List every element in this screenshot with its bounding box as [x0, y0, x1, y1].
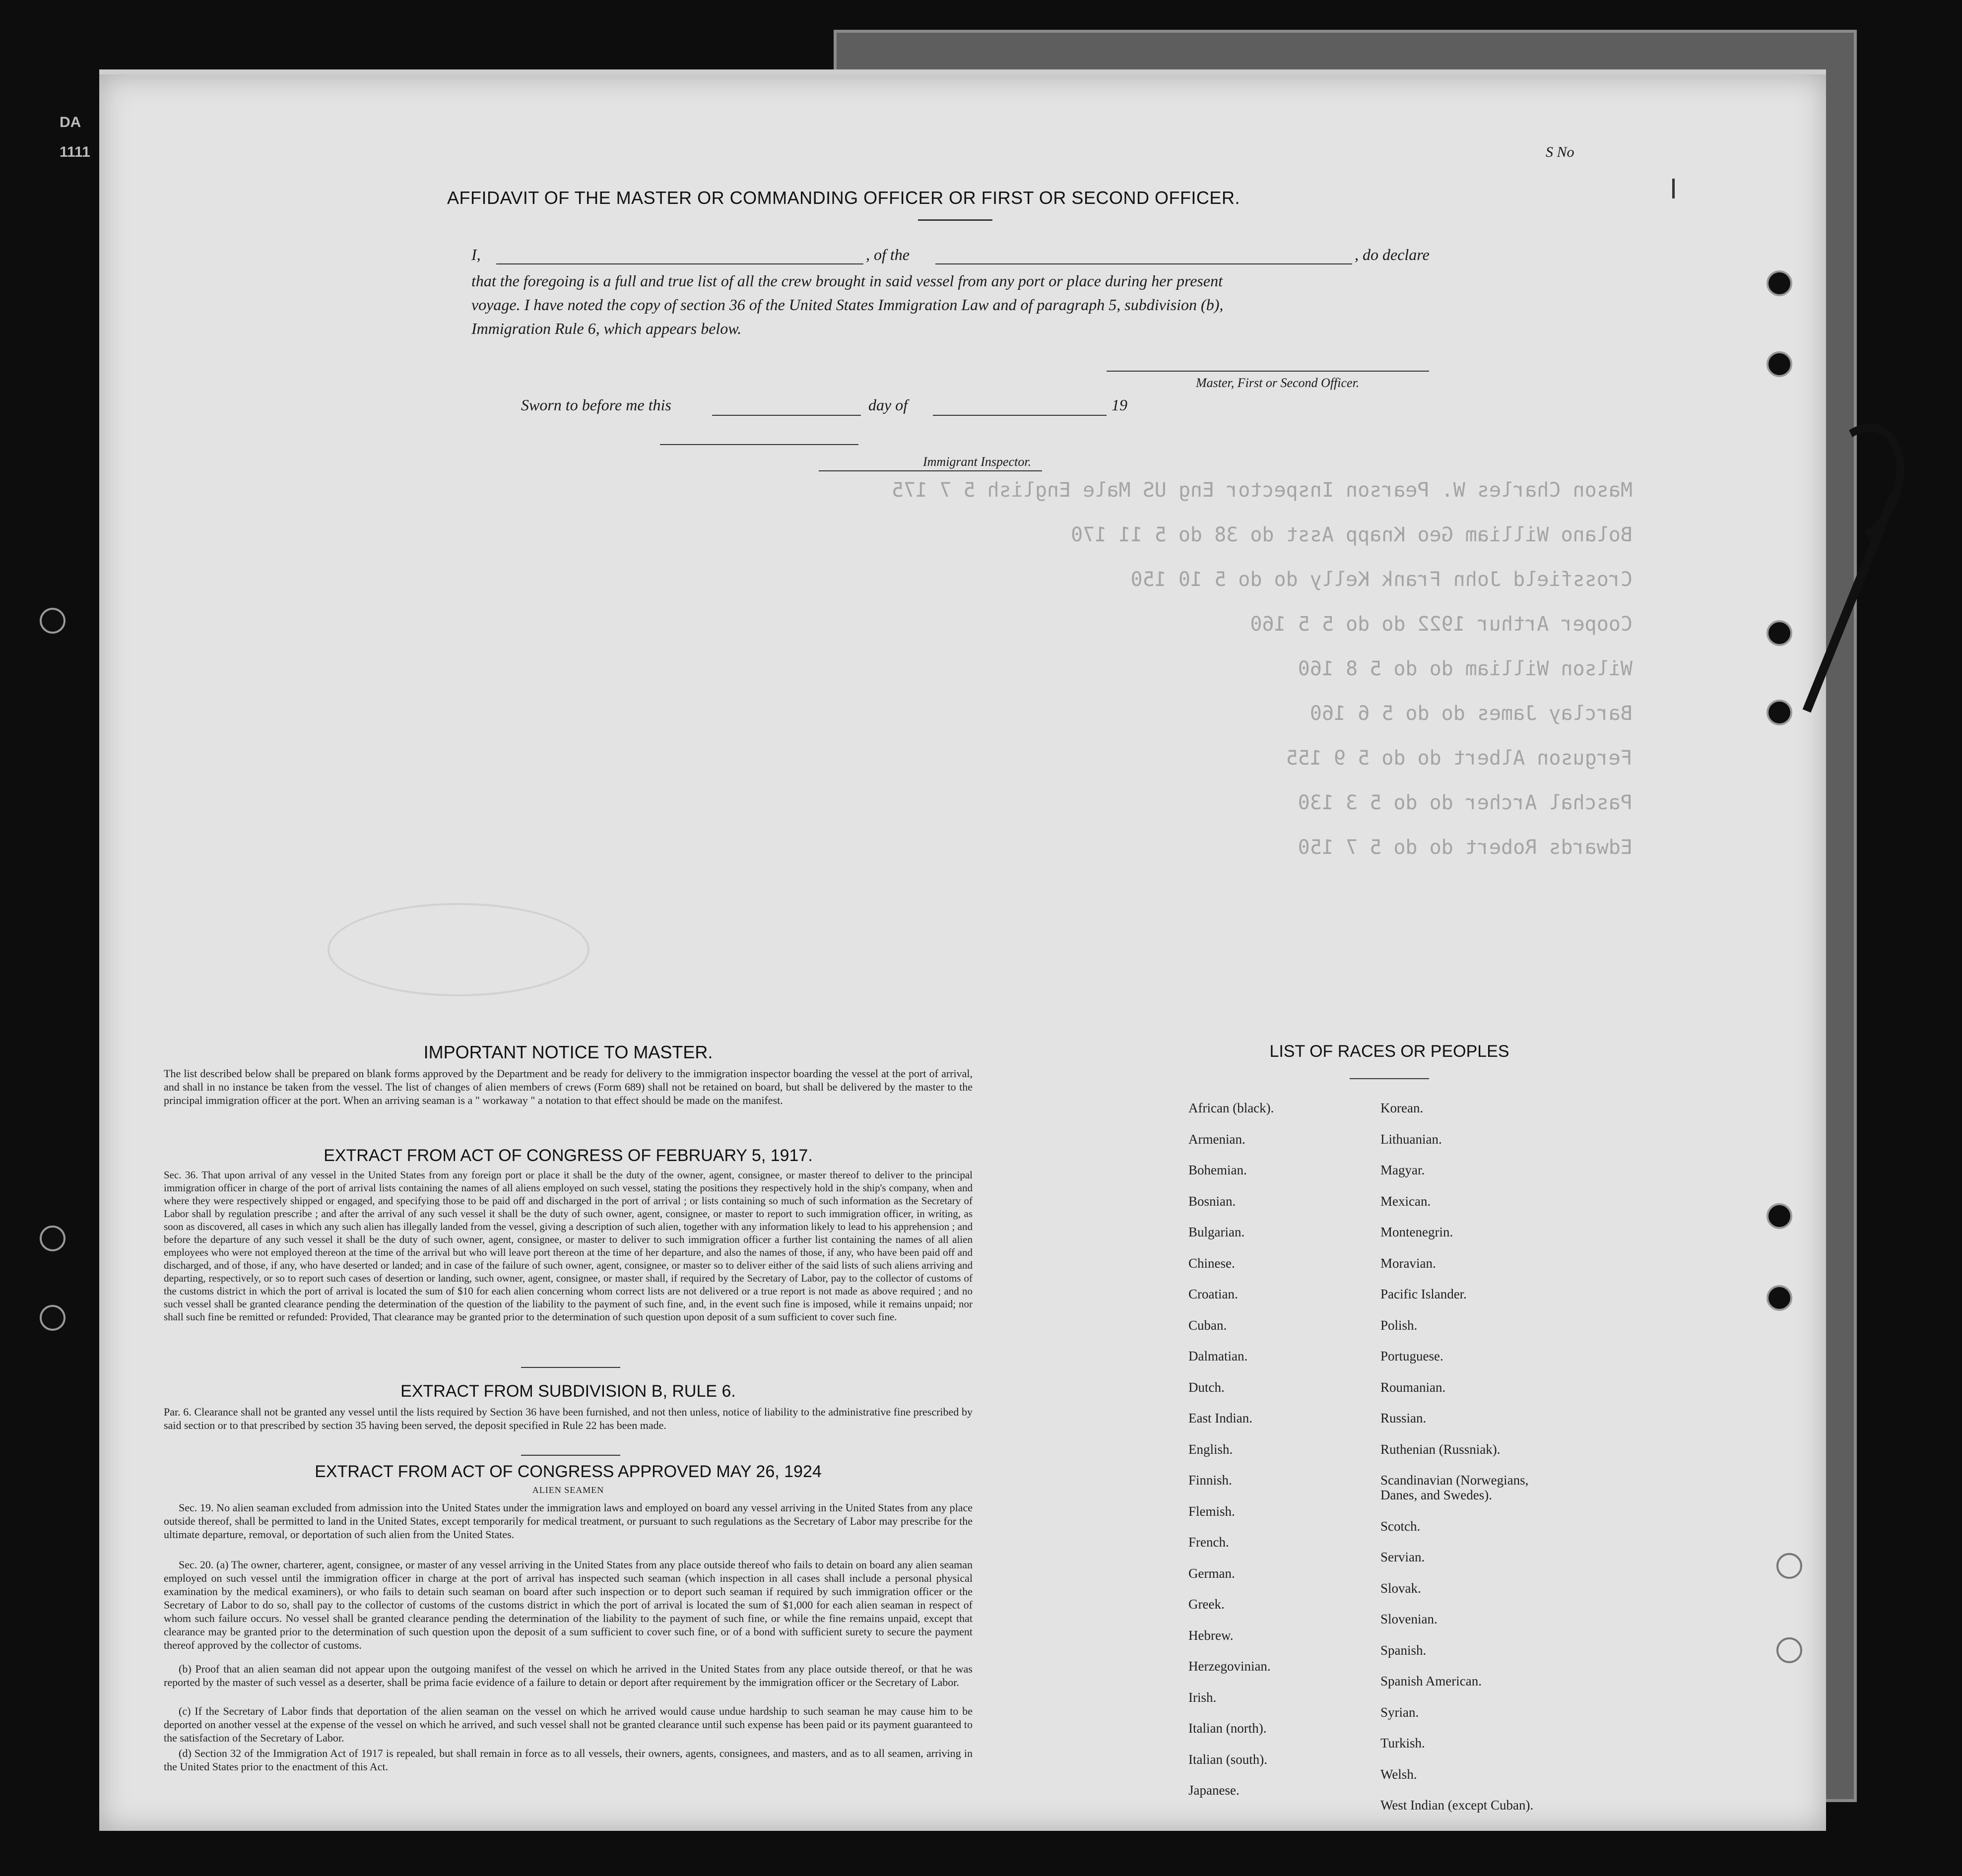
race-list-item: Pacific Islander. — [1380, 1287, 1467, 1301]
sworn-label: Sworn to before me this — [521, 396, 671, 414]
race-list-item: Korean. — [1380, 1100, 1424, 1115]
race-list-item: Bosnian. — [1188, 1193, 1236, 1209]
race-list-item: Portuguese. — [1380, 1349, 1443, 1363]
affidavit-declare-label: , do declare — [1355, 246, 1430, 263]
race-list-item: Spanish. — [1380, 1642, 1427, 1658]
binding-hole — [40, 608, 65, 634]
crew-row: Paschal Archer do do 5 3 130 — [1298, 791, 1633, 814]
race-list-item: Finnish. — [1188, 1473, 1232, 1488]
binding-hole — [1766, 351, 1792, 377]
master-signature-caption: Master, First or Second Officer. — [1196, 376, 1360, 390]
master-signature-line — [1107, 371, 1429, 372]
affidavit-line-4: Immigration Rule 6, which appears below. — [471, 320, 742, 337]
subdivision-b-title: EXTRACT FROM SUBDIVISION B, RULE 6. — [400, 1382, 736, 1401]
race-list-item: Magyar. — [1380, 1163, 1425, 1177]
race-list-item: Flemish. — [1188, 1503, 1235, 1519]
crew-row: Edwards Robert do do 5 7 150 — [1298, 836, 1633, 859]
extract-1924-subtitle: ALIEN SEAMEN — [532, 1485, 604, 1495]
race-list-item: Lithuanian. — [1380, 1131, 1442, 1147]
crew-row: Wilson William do do 5 8 160 — [1298, 657, 1633, 680]
binding-hole — [1766, 270, 1792, 296]
binding-hole — [1776, 1637, 1802, 1663]
race-list-item: French. — [1188, 1535, 1229, 1550]
crew-row: Bolano William Geo Knapp Asst do 38 do 5 11 170 — [1071, 523, 1633, 546]
notice-text: The list described below shall be prepared on blank forms approved by the Department and be ready for delivery to the immigration inspector boarding the vessel at the port of arrival, and shall in no instance be taken from the vessel. The list of changes of alien members of crews (Form 689) shall not be retained on board, but shall be delivered by the master to the principal immigration officer at the port. When an arriving seaman is a " workaway " a notation to that effect should be made on the manifest. — [164, 1067, 973, 1106]
crew-row: Cooper Arthur 1922 do do 5 5 160 — [1250, 613, 1633, 636]
race-list-item: Herzegovinian. — [1188, 1659, 1271, 1674]
affidavit-of-the-label: , of the — [866, 246, 910, 263]
race-list-item: Hebrew. — [1188, 1627, 1234, 1643]
race-list-item: Mexican. — [1380, 1193, 1431, 1209]
crew-row: Mason Charles W. Pearson Inspector Eng US Male English 5 7 175 — [891, 479, 1633, 502]
race-list-item: Italian (north). — [1188, 1721, 1267, 1736]
race-list-item: Bohemian. — [1188, 1163, 1247, 1177]
extract-1917-text: Sec. 36. That upon arrival of any vessel in the United States from any foreign port or place it shall be the duty of the owner, agent, consignee, or master thereof to deliver to the principal immigration officer in charge of the port of arrival lists containing the names of all aliens employed on such vessel, stating the positions they respectively hold in the ship's company, when and where they were respectively shipped or engaged, and specifying those to be paid off and discharged in the port of arrival ; or lists containing so much of such information as the Secretary of Labor shall by regulation prescribe ; and after the arrival of any such vessel it shall be the duty of such owner, agent, consignee, or master to report to such immigration officer, in writing, as soon as discovered, all cases in which any such alien has illegally landed from the vessel, giving a description of such alien, together with any information likely to lead to his apprehension ; and before the departure of any such vessel it shall be the duty of such owner, agent, consignee, or master to deliver to such immigration officer a further list containing the names of all alien employees who were not employed thereon at the time of the arrival but who will leave port thereon at the time of her departure, and also the names of those, if any, who have been paid off and discharged, and of those, if any, who have deserted or landed; and in case of the failure of such owner, agent, consignee, or master so to deliver either of the said lists of such aliens arriving and departing, respectively, or so to report such cases of desertion or landing, such owner, agent, consignee, or master shall, if required by the Secretary of Labor, pay to the collector of customs of the customs district in which the port of arrival is located the sum of $10 for each alien concerning whom correct lists are not delivered or a true report is not made as above required ; and no such vessel shall be granted clearance pending the determination of the question of the liability to the payment of such fine, and, in the event such fine is imposed, while it remains unpaid; nor shall such fine be remitted or refunded: Provided, That clearance may be granted prior to the determination of such question upon deposit of a sum sufficient to cover such fine. — [164, 1169, 973, 1323]
extract-1924-sec20b: (b) Proof that an alien seaman did not appear upon the outgoing manifest of the vessel on which he arrived in the United States from any place outside thereof, or that he was reported by the master of such vessel as a deserter, shall be prima facie evidence of a failure to detain or deport after requirement by the immigration officer or the Secretary of Labor. — [164, 1663, 973, 1688]
race-list-item: Bulgarian. — [1188, 1225, 1245, 1239]
binding-hole — [40, 1305, 65, 1331]
margin-tick-mark — [1672, 179, 1675, 198]
year-prefix: 19 — [1112, 396, 1127, 414]
race-list-item: Danes, and Swedes). — [1380, 1488, 1492, 1502]
affidavit-divider — [660, 444, 858, 445]
manifest-page — [99, 69, 1826, 1831]
extract-1924-sec20c: (c) If the Secretary of Labor finds that deportation of the alien seaman on the vessel on which he arrived would cause undue hardship to such seaman he may cause him to be deported on another vessel at the expense of the vessel on which he arrived, and such vessel shall not be granted clearance until such expense has been paid or its payment guaranteed to the satisfaction of the Secretary of Labor. — [164, 1705, 973, 1744]
race-list-item: Russian. — [1380, 1411, 1427, 1425]
crew-row: Crossfield John Frank Kelly do do 5 10 150 — [1130, 568, 1633, 591]
sworn-day-blank — [712, 415, 861, 416]
crew-row: Ferguson Albert do do 5 9 155 — [1286, 747, 1633, 770]
race-list-item: Croatian. — [1188, 1287, 1238, 1301]
race-list-item: Italian (south). — [1188, 1751, 1267, 1767]
affidavit-line-3: voyage. I have noted the copy of section 36 of the United States Immigration Law and of paragraph 5, subdivision (b), — [471, 296, 1224, 314]
affidavit-i-label: I, — [471, 246, 481, 263]
affidavit-title-rule — [918, 219, 992, 221]
race-list-item: West Indian (except Cuban). — [1380, 1798, 1534, 1812]
subdivision-b-text: Par. 6. Clearance shall not be granted any vessel until the lists required by Section 36 have been furnished, and not then unless, notice of liability to the administrative fine prescribed by said section or to that prescribed by section 35 having been served, the deposit specified in Rule 22 has been made. — [164, 1406, 973, 1431]
race-list-item: Chinese. — [1188, 1255, 1235, 1271]
margin-mark-second: 1111 — [60, 144, 90, 160]
race-list-item: English. — [1188, 1441, 1233, 1457]
extract-1924-sec20a: Sec. 20. (a) The owner, charterer, agent, consignee, or master of any vessel arriving in the United States from any place outside thereof who fails to detain on board any alien seaman employed on such vessel until the immigration officer in charge at the port of arrival has inspected such seaman (which inspection in all cases shall include a personal physical examination by the medical examiners), or who fails to detain such seaman on board after such inspection or to deport such seaman if required by such immigration officer or the Secretary of Labor to do so, shall pay to the collector of customs of the customs district in which the port of arrival is located the sum of $1,000 for each alien seaman in respect of whom such failure occurs. No vessel shall be granted clearance pending the determination of the liability to the payment of such fine, or while the fine remains unpaid, except that clearance may be granted prior to the determination of such question upon the deposit of a sum sufficient to cover such fine, or of a bond with sufficient surety to secure the payment thereof approved by the collector of customs. — [164, 1558, 973, 1651]
affidavit-vessel-blank — [935, 263, 1352, 264]
race-list-item: Moravian. — [1380, 1255, 1436, 1271]
inspector-caption: Immigrant Inspector. — [923, 454, 1032, 469]
race-list-item: Servian. — [1380, 1550, 1425, 1564]
crew-show-through-list — [213, 479, 1633, 886]
extract-1917-title: EXTRACT FROM ACT OF CONGRESS OF FEBRUARY 5, 1917. — [324, 1146, 813, 1165]
race-list-item: Irish. — [1188, 1689, 1217, 1705]
affidavit-line-2: that the foregoing is a full and true list of all the crew brought in said vessel from any port or place during her present — [471, 272, 1223, 290]
sheet-number-label: S No — [1546, 144, 1574, 160]
race-list-item: Roumanian. — [1380, 1379, 1446, 1395]
race-list-item: Cuban. — [1188, 1317, 1227, 1333]
race-list-item: African (black). — [1188, 1100, 1274, 1115]
binding-hole — [40, 1226, 65, 1251]
race-list-item: German. — [1188, 1565, 1235, 1581]
race-list-item: Armenian. — [1188, 1131, 1245, 1147]
race-list-item: Dalmatian. — [1188, 1349, 1248, 1363]
binding-hole — [1766, 620, 1792, 646]
binding-hole — [1776, 1553, 1802, 1579]
race-list-item: Turkish. — [1380, 1736, 1425, 1750]
extract-1924-sec19: Sec. 19. No alien seaman excluded from admission into the United States under the immigration laws and employed on board any vessel arriving in the United States from any place outside thereof, shall be permitted to land in the United States, except temporarily for medical treatment, or pursuant to such regulations as the Secretary of Labor may prescribe for the ultimate departure, removal, or deportation of such alien from the United States. — [164, 1501, 973, 1541]
extract-1924-sec20d: (d) Section 32 of the Immigration Act of 1917 is repealed, but shall remain in force as to all vessels, their owners, agents, consignees, and masters, and as to all seamen, arriving in the United States prior to the enactment of this Act. — [164, 1747, 973, 1773]
affidavit-title: AFFIDAVIT OF THE MASTER OR COMMANDING OFFICER OR FIRST OR SECOND OFFICER. — [447, 188, 1240, 208]
sworn-month-blank — [933, 415, 1107, 416]
affidavit-name-blank — [496, 263, 863, 264]
race-list-item: Slovak. — [1380, 1580, 1421, 1596]
race-list-item: East Indian. — [1188, 1411, 1252, 1425]
race-list-item: Montenegrin. — [1380, 1225, 1453, 1239]
binding-hole — [1766, 700, 1792, 725]
race-list-item: Syrian. — [1380, 1704, 1419, 1720]
divider-1917 — [521, 1367, 620, 1368]
race-list-item: Japanese. — [1188, 1783, 1240, 1798]
divider-subdivision-b — [521, 1455, 620, 1456]
races-title: LIST OF RACES OR PEOPLES — [1269, 1042, 1509, 1061]
faint-stamp-impression — [327, 903, 589, 996]
margin-mark-top: DA — [60, 114, 81, 130]
race-list-item: Slovenian. — [1380, 1612, 1438, 1626]
race-list-item: Dutch. — [1188, 1379, 1225, 1395]
sworn-line — [521, 396, 1216, 421]
binding-hole — [1766, 1203, 1792, 1229]
race-list-item: Scotch. — [1380, 1518, 1421, 1534]
extract-1924-title: EXTRACT FROM ACT OF CONGRESS APPROVED MAY 26, 1924 — [315, 1462, 822, 1481]
race-list-item: Spanish American. — [1380, 1674, 1482, 1688]
affidavit-line-1 — [471, 246, 1464, 267]
inspector-signature-line — [819, 470, 1042, 471]
race-list-item: Scandinavian (Norwegians, — [1380, 1473, 1529, 1488]
binding-hole — [1766, 1285, 1792, 1311]
races-title-rule — [1350, 1078, 1429, 1079]
notice-title: IMPORTANT NOTICE TO MASTER. — [423, 1042, 713, 1062]
crew-row: Barclay James do do 5 6 160 — [1309, 702, 1633, 725]
race-list-item: Greek. — [1188, 1597, 1225, 1612]
race-list-item: Welsh. — [1380, 1766, 1417, 1782]
race-list-item: Polish. — [1380, 1317, 1418, 1333]
day-of-label: day of — [868, 396, 908, 414]
race-list-item: Ruthenian (Russniak). — [1380, 1441, 1501, 1457]
